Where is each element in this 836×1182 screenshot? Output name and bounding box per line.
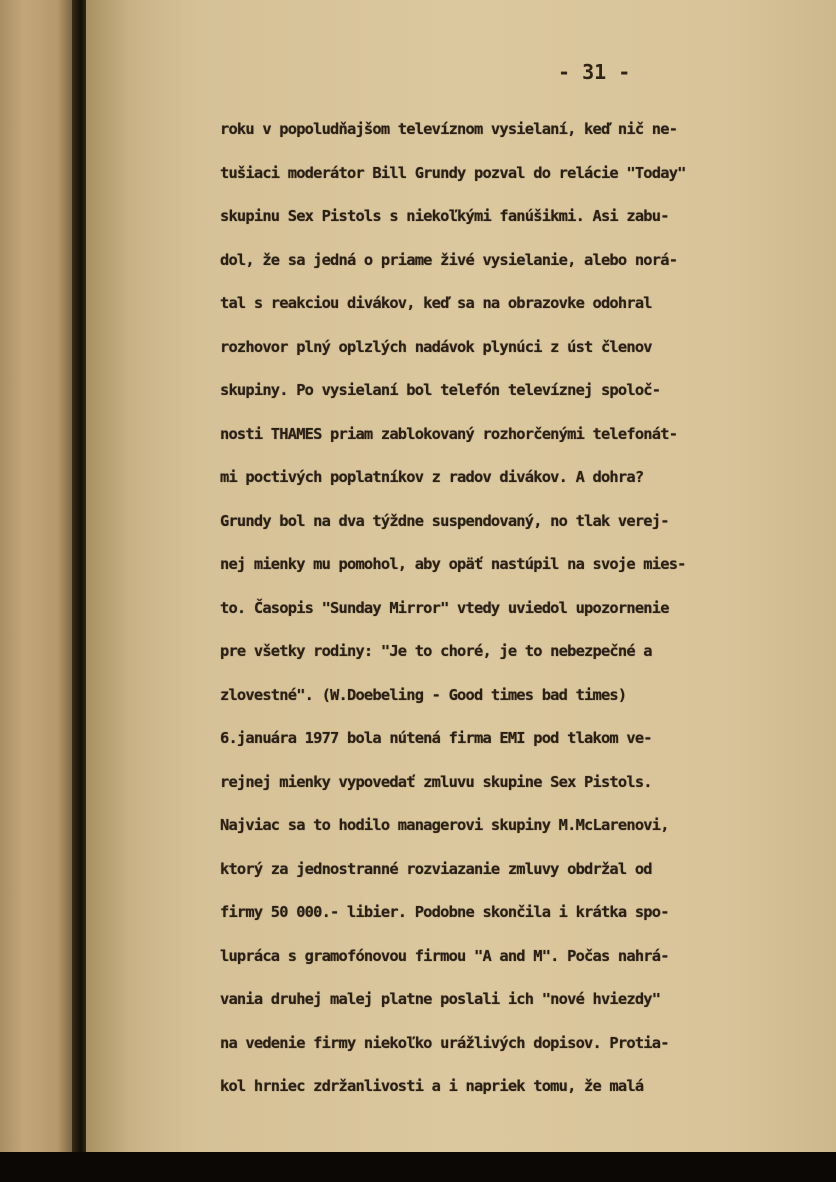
text-line: lupráca s gramofónovou firmou "A and M". Počas nahrá- xyxy=(220,946,669,965)
text-line: kol hrniec zdržanlivosti a i napriek tomu, že malá xyxy=(220,1077,644,1095)
text-line: nosti THAMES priam zablokovaný rozhorčenými telefonát- xyxy=(220,424,678,443)
text-line: dol, že sa jedná o priame živé vysielanie, alebo norá- xyxy=(220,250,678,269)
scan-bottom-edge xyxy=(0,1152,836,1182)
page-number: - 31 - xyxy=(558,60,631,84)
text-line: ktorý za jednostranné rozviazanie zmluvy obdržal od xyxy=(220,859,652,878)
text-line: nej mienky mu pomohol, aby opäť nastúpil na svoje mies- xyxy=(220,555,686,573)
text-line: zlovestné". (W.Doebeling - Good times bad times) xyxy=(220,685,627,704)
text-line: roku v popoludňajšom televíznom vysielaní, keď nič ne- xyxy=(220,120,678,138)
text-line: firmy 50 000.- libier. Podobne skončila i krátka spo- xyxy=(220,903,669,921)
text-line: Grundy bol na dva týždne suspendovaný, no tlak verej- xyxy=(220,511,669,530)
text-line: na vedenie firmy niekoľko urážlivých dopisov. Protia- xyxy=(220,1033,669,1052)
page-body-text xyxy=(220,108,780,1109)
text-line: skupinu Sex Pistols s niekoľkými fanúšikmi. Asi zabu- xyxy=(220,207,669,225)
text-line: pre všetky rodiny: "Je to choré, je to nebezpečné a xyxy=(220,642,652,660)
text-line: 6.januára 1977 bola nútená firma EMI pod tlakom ve- xyxy=(220,729,652,747)
text-line: skupiny. Po vysielaní bol telefón televíznej spoloč- xyxy=(220,381,661,399)
text-line: Najviac sa to hodilo managerovi skupiny M.McLarenovi, xyxy=(220,816,669,834)
text-line: tušiaci moderátor Bill Grundy pozval do relácie "Today" xyxy=(220,163,686,182)
text-line: tal s reakciou divákov, keď sa na obrazovke odohral xyxy=(220,294,652,312)
text-line: to. Časopis "Sunday Mirror" vtedy uviedol upozornenie xyxy=(220,598,669,617)
text-line: rejnej mienky vypovedať zmluvu skupine Sex Pistols. xyxy=(220,772,652,791)
text-line: mi poctivých poplatníkov z radov divákov. A dohra? xyxy=(220,468,644,486)
text-line: rozhovor plný oplzlých nadávok plynúci z úst členov xyxy=(220,337,652,356)
text-line: vania druhej malej platne poslali ich "nové hviezdy" xyxy=(220,990,661,1008)
left-page-edge xyxy=(0,0,82,1152)
